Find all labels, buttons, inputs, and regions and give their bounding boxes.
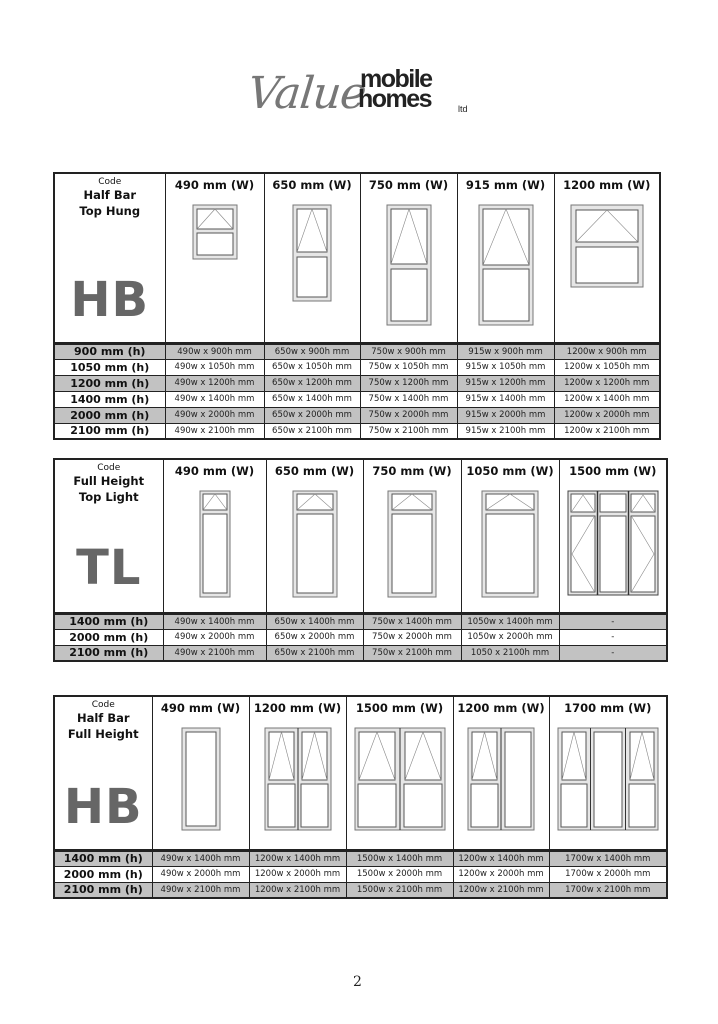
size-cell: 1200w x 1400h mm [249,850,346,866]
code-header-cell [54,459,163,613]
size-row [54,343,660,359]
size-cell: 750w x 1050h mm [360,359,457,375]
width-label: 1700 mm (W) [564,701,652,715]
width-column-header [363,459,461,613]
width-label: 1500 mm (W) [569,464,657,478]
size-cell: 490w x 1400h mm [165,391,264,407]
size-cell: 650w x 1200h mm [264,375,360,391]
spec-table-half-bar-top-hung [53,172,661,440]
size-cell: 490w x 900h mm [165,343,264,359]
size-cell: 650w x 2000h mm [264,407,360,423]
size-cell: 490w x 2000h mm [152,866,249,882]
size-cell: 1700w x 1400h mm [549,850,667,866]
code-label: Code [97,463,121,473]
width-column-header [461,459,559,613]
size-cell: 1700w x 2100h mm [549,882,667,898]
size-cell: 1200w x 2100h mm [453,882,549,898]
top-light-window-icon [387,490,437,598]
height-label: 2000 mm (h) [54,866,152,882]
size-cell: 490w x 1050h mm [165,359,264,375]
size-row [54,850,667,866]
style-name-line2: Full Height [67,727,139,741]
size-row [54,882,667,898]
size-cell: - [559,613,667,629]
size-cell: - [559,645,667,661]
size-cell: 750w x 2100h mm [363,645,461,661]
width-column-header [264,173,360,343]
height-label: 1400 mm (h) [54,613,163,629]
width-column-header [249,696,346,850]
width-label: 915 mm (W) [465,178,546,192]
size-cell: 650w x 2000h mm [266,629,363,645]
size-cell: 1200w x 2100h mm [554,423,660,439]
size-cell: 1200w x 900h mm [554,343,660,359]
top-light-window-icon [481,490,539,598]
size-cell: 650w x 900h mm [264,343,360,359]
size-cell: 650w x 2100h mm [264,423,360,439]
triple-half-bar-window-icon [557,727,659,831]
size-cell: 915w x 2000h mm [457,407,554,423]
top-hung-half-bar-window-icon [192,204,238,260]
height-label: 1050 mm (h) [54,359,165,375]
company-logo [245,65,478,120]
style-name-line2: Top Light [78,490,139,504]
height-label: 900 mm (h) [54,343,165,359]
size-cell: 750w x 900h mm [360,343,457,359]
size-cell: 1200w x 1050h mm [554,359,660,375]
code-header-cell [54,696,152,850]
size-row [54,407,660,423]
size-cell: 1200w x 2000h mm [554,407,660,423]
height-label: 2000 mm (h) [54,407,165,423]
size-cell: 1200w x 1400h mm [554,391,660,407]
size-cell: 750w x 1200h mm [360,375,457,391]
size-cell: 915w x 900h mm [457,343,554,359]
size-cell: 490w x 2100h mm [163,645,266,661]
size-row [54,391,660,407]
logo-word-value: Value [245,68,369,119]
top-hung-half-bar-window-icon [386,204,432,326]
size-cell: 915w x 1050h mm [457,359,554,375]
spec-table-full-height-top-light [53,458,668,662]
size-cell: 750w x 1400h mm [363,613,461,629]
width-label: 490 mm (W) [174,464,255,478]
size-row [54,375,660,391]
size-cell: 1200w x 2000h mm [249,866,346,882]
width-label: 490 mm (W) [174,178,255,192]
size-cell: 490w x 1200h mm [165,375,264,391]
height-label: 1200 mm (h) [54,375,165,391]
top-hung-half-bar-window-icon [292,204,332,302]
size-cell: 750w x 2100h mm [360,423,457,439]
width-label: 1500 mm (W) [355,701,444,715]
size-cell: 1500w x 2100h mm [346,882,453,898]
size-row [54,359,660,375]
width-column-header [453,696,549,850]
size-cell: 490w x 2100h mm [165,423,264,439]
size-cell: 650w x 1400h mm [264,391,360,407]
size-cell: 1050w x 1400h mm [461,613,559,629]
width-label: 650 mm (W) [272,178,352,192]
size-cell: 915w x 2100h mm [457,423,554,439]
style-name-line2: Top Hung [79,204,141,218]
size-cell: 750w x 2000h mm [363,629,461,645]
height-label: 2100 mm (h) [54,882,152,898]
code-label: Code [91,700,115,710]
spec-table-half-bar-full-height [53,695,668,899]
height-label: 1400 mm (h) [54,391,165,407]
size-cell: 1200w x 2000h mm [453,866,549,882]
size-cell: 650w x 1050h mm [264,359,360,375]
style-name-line1: Half Bar [76,711,130,725]
width-label: 490 mm (W) [160,701,241,715]
width-column-header [549,696,667,850]
width-column-header [165,173,264,343]
size-cell: 490w x 2100h mm [152,882,249,898]
half-bar-with-fixed-panel-window-icon [467,727,535,831]
width-label: 750 mm (W) [372,464,452,478]
size-cell: 1500w x 1400h mm [346,850,453,866]
top-hung-half-bar-window-icon [570,204,644,288]
size-cell: 1050 x 2100h mm [461,645,559,661]
size-cell: 750w x 1400h mm [360,391,457,407]
logo-suffix-ltd: ltd [458,104,468,114]
width-label: 1200 mm (W) [253,701,342,715]
height-label: 2100 mm (h) [54,645,163,661]
size-cell: 490w x 2000h mm [163,629,266,645]
height-label: 2100 mm (h) [54,423,165,439]
code-label: Code [98,177,122,187]
size-cell: 1050w x 2000h mm [461,629,559,645]
triple-casement-top-light-window-icon [567,490,659,596]
page-number: 2 [353,974,362,990]
height-label: 1400 mm (h) [54,850,152,866]
width-column-header [163,459,266,613]
size-row [54,423,660,439]
size-cell: 490w x 2000h mm [165,407,264,423]
width-column-header [360,173,457,343]
size-cell: 650w x 2100h mm [266,645,363,661]
size-cell: 1200w x 1200h mm [554,375,660,391]
width-column-header [457,173,554,343]
style-name-line1: Half Bar [83,188,137,202]
size-cell: 650w x 1400h mm [266,613,363,629]
width-label: 1200 mm (W) [563,178,651,192]
size-cell: 1200w x 2100h mm [249,882,346,898]
size-cell: 490w x 1400h mm [152,850,249,866]
size-cell: 1200w x 1400h mm [453,850,549,866]
width-column-header [346,696,453,850]
logo-word-homes: homes [358,85,432,113]
size-cell: 490w x 1400h mm [163,613,266,629]
size-cell: 1500w x 2000h mm [346,866,453,882]
width-column-header [554,173,660,343]
style-code: TL [76,540,142,596]
top-light-window-icon [199,490,231,598]
style-name-line1: Full Height [73,474,145,488]
fixed-full-height-window-icon [181,727,221,831]
top-light-window-icon [292,490,338,598]
double-half-bar-window-icon [264,727,332,831]
width-column-header [559,459,667,613]
size-cell: 750w x 2000h mm [360,407,457,423]
width-label: 1200 mm (W) [457,701,545,715]
width-label: 750 mm (W) [368,178,449,192]
size-row [54,629,667,645]
size-cell: 1700w x 2000h mm [549,866,667,882]
style-code: HB [63,779,143,835]
size-cell: 915w x 1400h mm [457,391,554,407]
top-hung-half-bar-window-icon [478,204,534,326]
double-half-bar-window-icon [354,727,446,831]
width-column-header [152,696,249,850]
size-row [54,645,667,661]
logo-word-mobile: mobile [360,65,432,93]
size-row [54,866,667,882]
size-row [54,613,667,629]
code-header-cell [54,173,165,343]
width-label: 1050 mm (W) [466,464,554,478]
size-cell: 915w x 1200h mm [457,375,554,391]
style-code: HB [70,272,150,328]
size-cell: - [559,629,667,645]
height-label: 2000 mm (h) [54,629,163,645]
width-column-header [266,459,363,613]
width-label: 650 mm (W) [274,464,355,478]
